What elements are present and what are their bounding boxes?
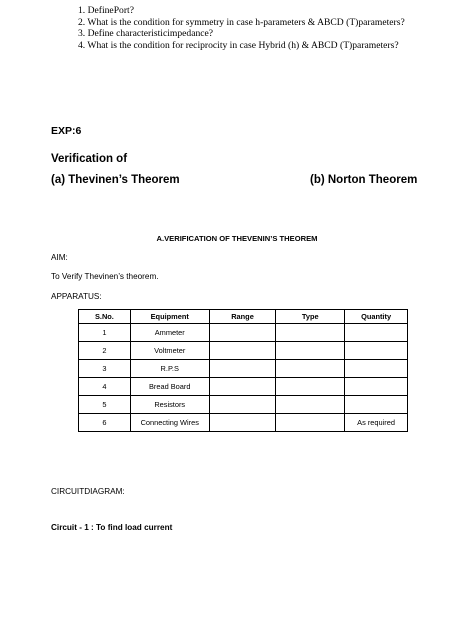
- cell-quantity: As required: [345, 414, 408, 432]
- cell-type: [276, 342, 345, 360]
- theorem-b-heading: (b) Norton Theorem: [310, 174, 418, 186]
- table-header-row: [79, 310, 408, 324]
- header-type: Type: [276, 310, 345, 324]
- table-row: [79, 324, 408, 342]
- apparatus-table: [78, 309, 408, 432]
- table-row: [79, 396, 408, 414]
- cell-type: [276, 414, 345, 432]
- cell-equipment: Voltmeter: [130, 342, 209, 360]
- table-row: [79, 378, 408, 396]
- cell-equipment: Connecting Wires: [130, 414, 209, 432]
- cell-quantity: [345, 360, 408, 378]
- review-questions: [78, 5, 405, 51]
- cell-quantity: [345, 324, 408, 342]
- cell-range: [209, 414, 276, 432]
- cell-quantity: [345, 378, 408, 396]
- cell-type: [276, 324, 345, 342]
- question-item: 1. DefinePort?: [78, 5, 134, 16]
- cell-sno: 6: [79, 414, 131, 432]
- cell-range: [209, 378, 276, 396]
- cell-equipment: Resistors: [130, 396, 209, 414]
- table-row: [79, 342, 408, 360]
- header-equipment: Equipment: [130, 310, 209, 324]
- cell-range: [209, 342, 276, 360]
- cell-quantity: [345, 396, 408, 414]
- circuit-diagram-label: CIRCUITDIAGRAM:: [51, 487, 125, 496]
- cell-sno: 2: [79, 342, 131, 360]
- aim-label: AIM:: [51, 253, 68, 262]
- cell-range: [209, 396, 276, 414]
- experiment-number: EXP:6: [51, 125, 82, 137]
- cell-sno: 4: [79, 378, 131, 396]
- question-item: 4. What is the condition for reciprocity in case Hybrid (h) & ABCD (T)parameters?: [78, 39, 399, 51]
- cell-equipment: Ammeter: [130, 324, 209, 342]
- cell-quantity: [345, 342, 408, 360]
- cell-equipment: Bread Board: [130, 378, 209, 396]
- cell-type: [276, 396, 345, 414]
- question-item: 2. What is the condition for symmetry in case h-parameters & ABCD (T)parameters?: [78, 16, 405, 28]
- cell-equipment: R.P.S: [130, 360, 209, 378]
- question-item: 3. Define characteristicimpedance?: [78, 28, 214, 40]
- section-title: A.VERIFICATION OF THEVENIN’S THEOREM: [156, 234, 318, 243]
- cell-sno: 1: [79, 324, 131, 342]
- header-sno: S.No.: [79, 310, 131, 324]
- verification-heading: Verification of: [51, 153, 128, 165]
- table-row: [79, 360, 408, 378]
- header-range: Range: [209, 310, 276, 324]
- apparatus-label: APPARATUS:: [51, 292, 102, 301]
- table-row: [79, 414, 408, 432]
- cell-sno: 3: [79, 360, 131, 378]
- circuit-label: Circuit - 1 : To find load current: [51, 523, 173, 532]
- header-quantity: Quantity: [345, 310, 408, 324]
- cell-sno: 5: [79, 396, 131, 414]
- aim-text: To Verify Thevinen’s theorem.: [51, 272, 159, 281]
- theorem-a-heading: (a) Thevinen’s Theorem: [51, 174, 180, 186]
- cell-range: [209, 324, 276, 342]
- cell-range: [209, 360, 276, 378]
- cell-type: [276, 378, 345, 396]
- cell-type: [276, 360, 345, 378]
